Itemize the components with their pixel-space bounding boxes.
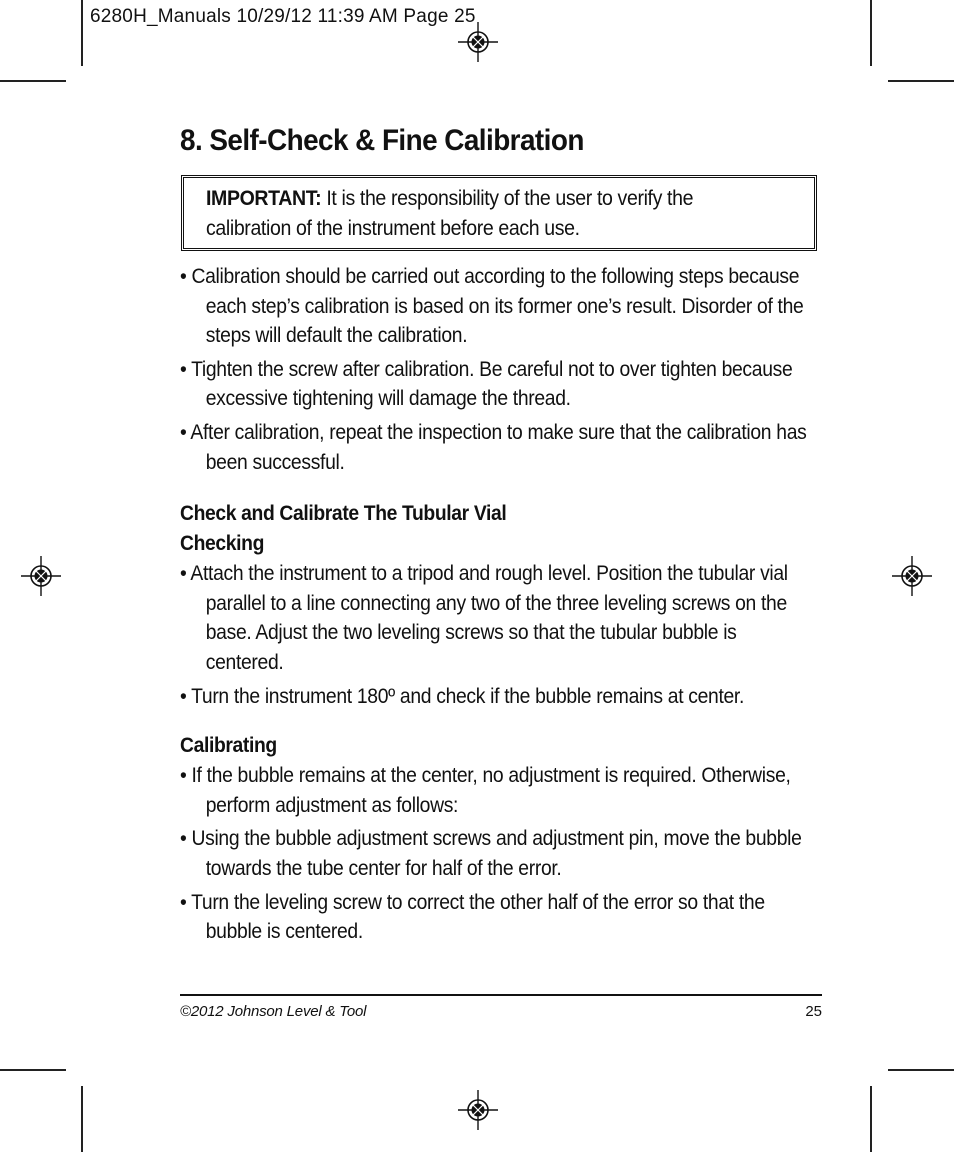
calibrating-heading: Calibrating	[180, 734, 277, 758]
trim-mark-bottom-left-horizontal	[0, 1069, 66, 1071]
footer-rule	[180, 994, 822, 996]
section-heading: Check and Calibrate The Tubular Vial	[180, 502, 507, 526]
page-title: 8. Self-Check & Fine Calibration	[180, 124, 584, 157]
footer-copyright: ©2012 Johnson Level & Tool	[180, 1003, 367, 1020]
main-content	[180, 262, 815, 951]
trim-mark-top-right-vertical	[870, 0, 872, 66]
registration-mark-top-icon	[458, 22, 498, 62]
checking-bullet: • Turn the instrument 180º and check if the bubble remains at center.	[180, 684, 745, 708]
trim-mark-top-left-horizontal	[0, 80, 66, 82]
registration-mark-bottom-icon	[458, 1090, 498, 1130]
checking-bullet: • Attach the instrument to a tripod and rough level. Position the tubular vial parallel to a line connecting any two of the three leveling screws on the base. Adjust the two leveling screws so that the tubular bubble is centered.	[180, 562, 788, 674]
trim-mark-top-right-horizontal	[888, 80, 954, 82]
calibrating-bullet: • If the bubble remains at the center, no adjustment is required. Otherwise, perform adjustment as follows:	[180, 764, 791, 817]
intro-bullet: • After calibration, repeat the inspection to make sure that the calibration has been successful.	[180, 420, 807, 474]
trim-mark-bottom-right-horizontal	[888, 1069, 954, 1071]
registration-mark-right-icon	[892, 556, 932, 596]
trim-mark-bottom-left-vertical	[81, 1086, 83, 1152]
registration-mark-left-icon	[21, 556, 61, 596]
intro-bullet: • Calibration should be carried out according to the following steps because each step’s calibration is based on its former one’s result. Disorder of the steps will default the calibration.	[180, 265, 804, 348]
checking-heading: Checking	[180, 532, 265, 556]
footer-page-number: 25	[805, 1003, 822, 1020]
important-notice	[206, 184, 764, 244]
calibrating-bullet: • Turn the leveling screw to correct the other half of the error so that the bubble is centered.	[180, 890, 765, 944]
trim-mark-top-left-vertical	[81, 0, 83, 66]
intro-bullet: • Tighten the screw after calibration. Be careful not to over tighten because excessive tightening will damage the thread.	[180, 357, 793, 411]
important-text: It is the responsibility of the user to verify the calibration of the instrument before each use.	[206, 187, 694, 240]
calibrating-bullet: • Using the bubble adjustment screws and adjustment pin, move the bubble towards the tube center for half of the error.	[180, 827, 802, 880]
important-label: IMPORTANT:	[206, 187, 322, 210]
trim-mark-bottom-right-vertical	[870, 1086, 872, 1152]
print-slug: 6280H_Manuals 10/29/12 11:39 AM Page 25	[90, 6, 476, 27]
